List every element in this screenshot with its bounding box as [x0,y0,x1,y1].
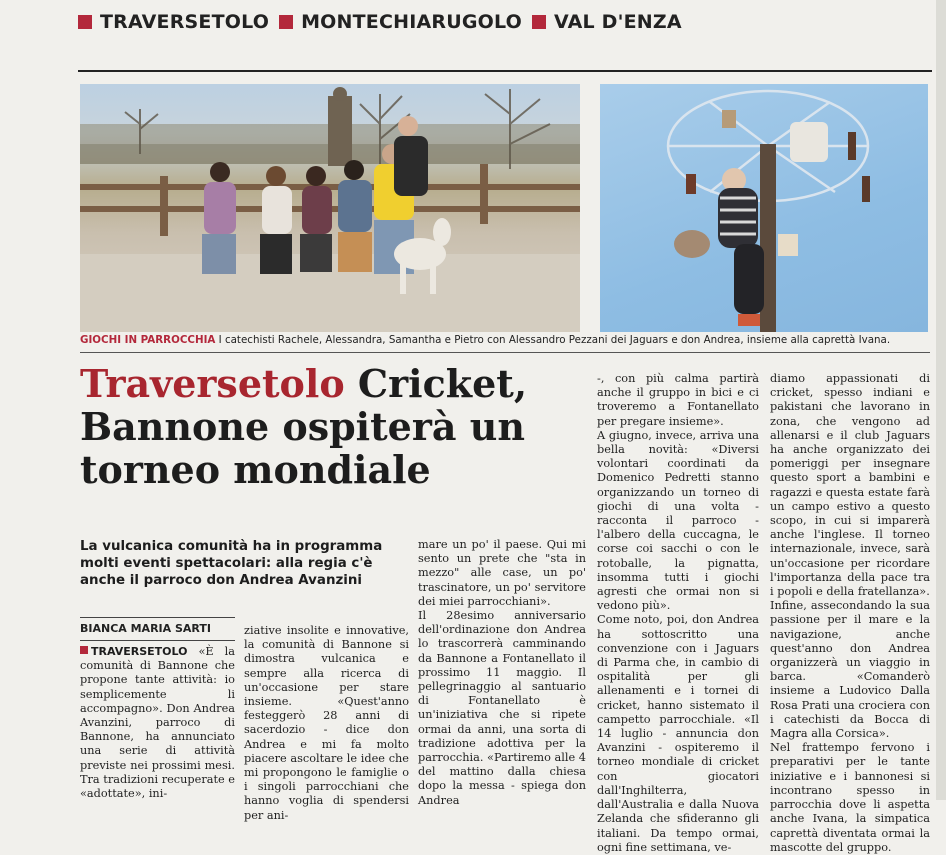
section-square-icon [532,15,546,29]
body-text: «È la comunità di Bannone che propone tante attività: io semplicemente li accompagno». Don Andrea Avanzini, parroco di Bannone, ha annunciato una serie di attività previste nei prossimi mesi. Tra tradizioni recuperate e «adottate», ini- [80,645,235,801]
headline-town: Traversetolo [80,361,345,406]
body-paragraph: Infine, assecondando la sua passione per il mare e la navigazione, anche quest'anno don Andrea organizzerà un viaggio in barca. «Comanderò insieme a Ludovico Dalla Rosa Prati una crociera con i catechisti da Bocca di Magra alla Corsica». [770,599,930,741]
byline: BIANCA MARIA SARTI [80,622,211,635]
photo-caption [80,333,930,347]
caption-label: GIOCHI IN PARROCCHIA [80,334,216,346]
body-paragraph: mare un po' il paese. Qui mi sento un prete che "sta in mezzo" alle case, un po' trascinatore, un po' servitore dei miei parrocchiani». [418,538,586,608]
byline-rule-bottom [80,640,235,641]
subhead: La vulcanica comunità ha in programma molti eventi spettacolari: alla regia c'è anche il parroco don Andrea Avanzini [80,539,383,588]
section-square-icon [78,15,92,29]
body-column-5 [770,372,930,854]
group-photo [80,84,580,332]
body-paragraph: Il 28esimo anniversario dell'ordinazione don Andrea lo trascorrerà camminando da Bannone a Fontanellato il prossimo 11 maggio. Il pellegrinaggio al santuario di Fontanellato è un'iniziativa che si ripete ormai da anni, una sorta di tradizione adottiva per la parrocchia. «Partiremo alle 4 del mattino dalla chiesa dopo la messa - spiega don Andrea [418,609,586,807]
group-photo-illustration [80,84,580,332]
caption-rule [80,352,930,353]
section-square-icon [279,15,293,29]
body-paragraph: Nel frattempo fervono i preparativi per le tante iniziative e i bannonesi si incontrano spesso in parrocchia dove li aspetta anche Ivana, la simpatica caprettà diventata ormai la mascotte del gruppo. [770,741,930,854]
headline [80,362,590,491]
section-traversetolo: TRAVERSETOLO [78,11,269,33]
cuccagna-photo [600,84,928,332]
section-bar [78,6,682,38]
caption-text: I catechisti Rachele, Alessandra, Samantha e Pietro con Alessandro Pezzani dei Jaguars e don Andrea, insieme alla caprettà Ivana. [218,334,891,346]
body-paragraph: -, con più calma partirà anche il gruppo in bici e ci troveremo a Fontanellato per pregare insieme». [597,372,759,428]
body-paragraph: A giugno, invece, arriva una bella novità: «Diversi volontari coordinati da Domenico Pedretti stanno organizzando un torneo di giochi di una volta - racconta il parroco - l'albero della cuccagna, le corse coi sacchi o con le rotoballe, la pignatta, insomma tutti i giochi agresti che ormai non si vedono più». [597,428,759,613]
header-rule [78,70,932,72]
body-paragraph: diamo appassionati di cricket, spesso indiani e pakistani che lavorano in zona, che vengono ad allenarsi e il club Jaguars ha anche organizzato dei pomeriggi per insegnare questo sport a bambini e ragazzi e questa estate farà un campo estivo a questo scopo, in cui si imparerà anche l'inglese. Il torneo internazionale, invece, sarà un'occasione per ricordare l'importanza della pace tra i popoli e della fratellanza». [770,372,930,599]
cuccagna-photo-illustration [600,84,928,332]
dateline-square-icon [80,646,88,654]
body-column-1 [80,645,235,801]
body-paragraph: Come noto, poi, don Andrea ha sottoscritto una convenzione con i Jaguars di Parma che, in cambio di ospitalità per gli allenamenti e i tornei di cricket, hanno sistemato il campetto parrocchiale. «Il 14 luglio - annuncia don Avanzini - ospiteremo il torneo mondiale di cricket con giocatori dall'Inghilterra, dall'Australia e dalla Nuova Zelanda che sfideranno gli italiani. Da tempo ormai, ogni fine settimana, ve- [597,613,759,854]
headline-rest: Cricket, Bannone ospiterà un torneo mondiale [80,361,528,492]
body-text: ziative insolite e innovative, la comunità di Bannone si dimostra vulcanica e sempre alla ricerca di un'occasione per stare insieme. «Quest'anno festeggerò 28 anni di sacerdozio - dice don Andrea e mi fa molto piacere ascoltare le idee che mi propongono le famiglie o i singoli parrocchiani che hanno voglia di spendersi per ani- [244,624,409,822]
body-column-4 [597,372,759,854]
page-edge [936,0,946,800]
body-column-2 [244,624,409,822]
byline-rule-top [80,617,235,618]
section-val-d-enza: VAL D'ENZA [532,11,682,33]
section-montechiarugolo: MONTECHIARUGOLO [279,11,522,33]
dateline: TRAVERSETOLO [80,645,188,658]
body-column-3 [418,538,586,807]
